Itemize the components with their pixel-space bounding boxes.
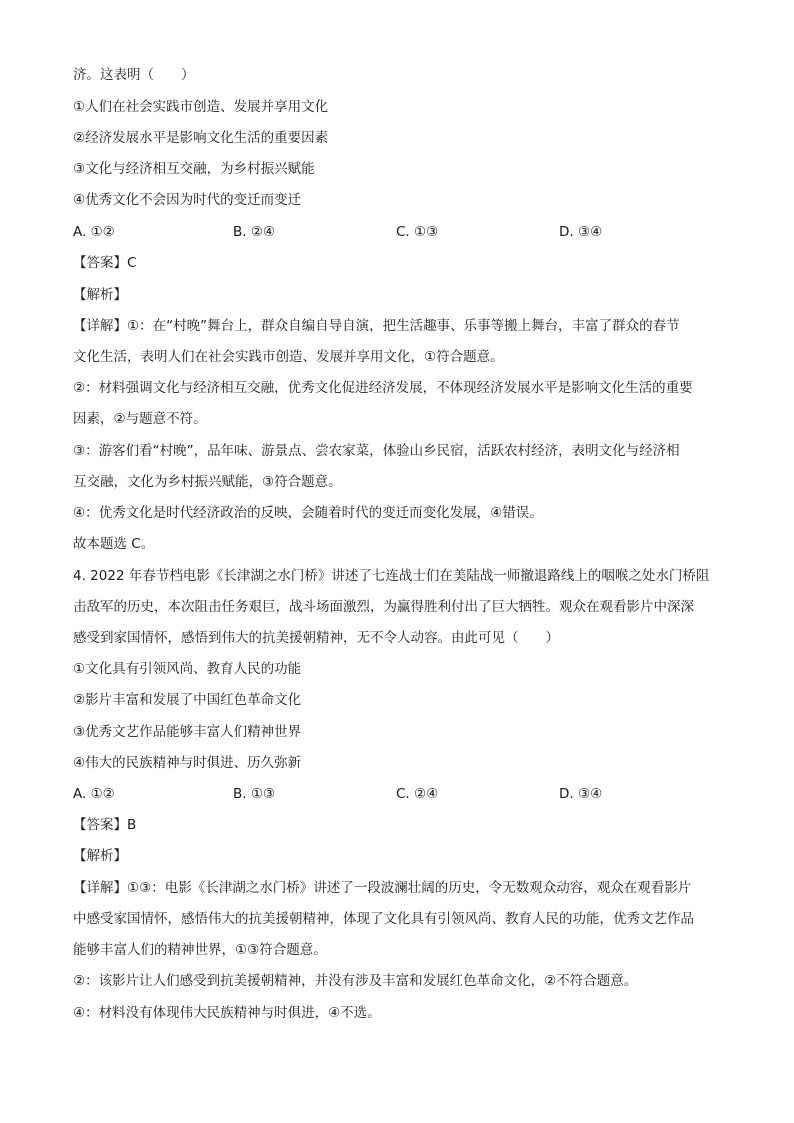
q3-detail-line-6: 互交融，文化为乡村振兴赋能，③符合题意。 [73, 474, 342, 490]
q3-option-b: B. ②④ [233, 224, 276, 240]
q3-options [73, 222, 733, 242]
q3-answer: 【答案】C [73, 255, 137, 271]
q3-option-d: D. ③④ [559, 224, 603, 240]
q3-detail-line-4: 因素，②与题意不符。 [73, 411, 207, 427]
q3-statement-3: ③文化与经济相互交融，为乡村振兴赋能 [73, 161, 315, 177]
q4-stem-line-1: 4. 2022 年春节档电影《长津湖之水门桥》讲述了七连战士们在美陆战一师撤退路线上的咽喉之处水门桥阻 [73, 568, 710, 584]
q4-detail-line-2: 中感受家国情怀，感悟伟大的抗美援朝精神，体现了文化具有引领风尚、教育人民的功能，优秀文艺作品 [73, 911, 694, 927]
q3-option-a: A. ①② [73, 224, 115, 240]
q3-detail-line-1: 【详解】①：在“村晚”舞台上，群众自编自导自演，把生活趣事、乐事等搬上舞台，丰富了群众的春节 [73, 318, 680, 334]
q4-option-d: D. ③④ [559, 786, 603, 802]
q3-detail-line-3: ②：材料强调文化与经济相互交融，优秀文化促进经济发展，不体现经济发展水平是影响文化生活的重要 [73, 380, 693, 396]
q3-statement-4: ④优秀文化不会因为时代的变迁而变迁 [73, 192, 302, 208]
q4-statement-1: ①文化具有引领风尚、教育人民的功能 [73, 661, 302, 677]
q4-answer: 【答案】B [73, 817, 137, 833]
q3-statement-1: ①人们在社会实践市创造、发展并享用文化 [73, 99, 329, 115]
q3-detail-line-2: 文化生活，表明人们在社会实践市创造、发展并享用文化，①符合题意。 [73, 349, 504, 365]
q4-options [73, 784, 733, 804]
q4-detail-line-5: ④：材料没有体现伟大民族精神与时俱进，④不选。 [73, 1005, 381, 1021]
q3-detail-line-5: ③：游客们看“村晚”，品年味、游景点、尝农家菜，体验山乡民宿，活跃农村经济，表明文化与经济相 [73, 443, 680, 459]
q4-statement-2: ②影片丰富和发展了中国红色革命文化 [73, 692, 302, 708]
q4-analysis-label: 【解析】 [73, 848, 127, 864]
q4-detail-line-4: ②：该影片让人们感受到抗美援朝精神，并没有涉及丰富和发展红色革命文化，②不符合题意。 [73, 973, 638, 989]
q4-stem-line-3: 感受到家国情怀，感悟到伟大的抗美援朝精神，无不令人动容。由此可见（ ） [73, 630, 559, 646]
q4-statement-3: ③优秀文艺作品能够丰富人们精神世界 [73, 724, 302, 740]
q3-analysis-label: 【解析】 [73, 287, 127, 303]
q3-statement-2: ②经济发展水平是影响文化生活的重要因素 [73, 130, 329, 146]
q3-conclusion: 故本题选 C。 [73, 536, 155, 552]
q4-detail-line-3: 能够丰富人们的精神世界，①③符合题意。 [73, 942, 327, 958]
q4-stem-line-2: 击敌军的历史，本次阻击任务艰巨，战斗场面激烈，为赢得胜利付出了巨大牺牲。观众在观看影片中深深 [73, 599, 694, 615]
q4-detail-line-1: 【详解】①③：电影《长津湖之水门桥》讲述了一段波澜壮阔的历史，令无数观众动容，观众在观看影片 [73, 880, 692, 896]
q4-option-c: C. ②④ [396, 786, 439, 802]
q3-detail-line-7: ④：优秀文化是时代经济政治的反映，会随着时代的变迁而变化发展，④错误。 [73, 505, 543, 521]
q3-stem-tail: 济。这表明（ ） [73, 67, 195, 83]
q3-option-c: C. ①③ [396, 224, 439, 240]
q4-option-a: A. ①② [73, 786, 115, 802]
q4-option-b: B. ①③ [233, 786, 276, 802]
q4-statement-4: ④伟大的民族精神与时俱进、历久弥新 [73, 755, 302, 771]
